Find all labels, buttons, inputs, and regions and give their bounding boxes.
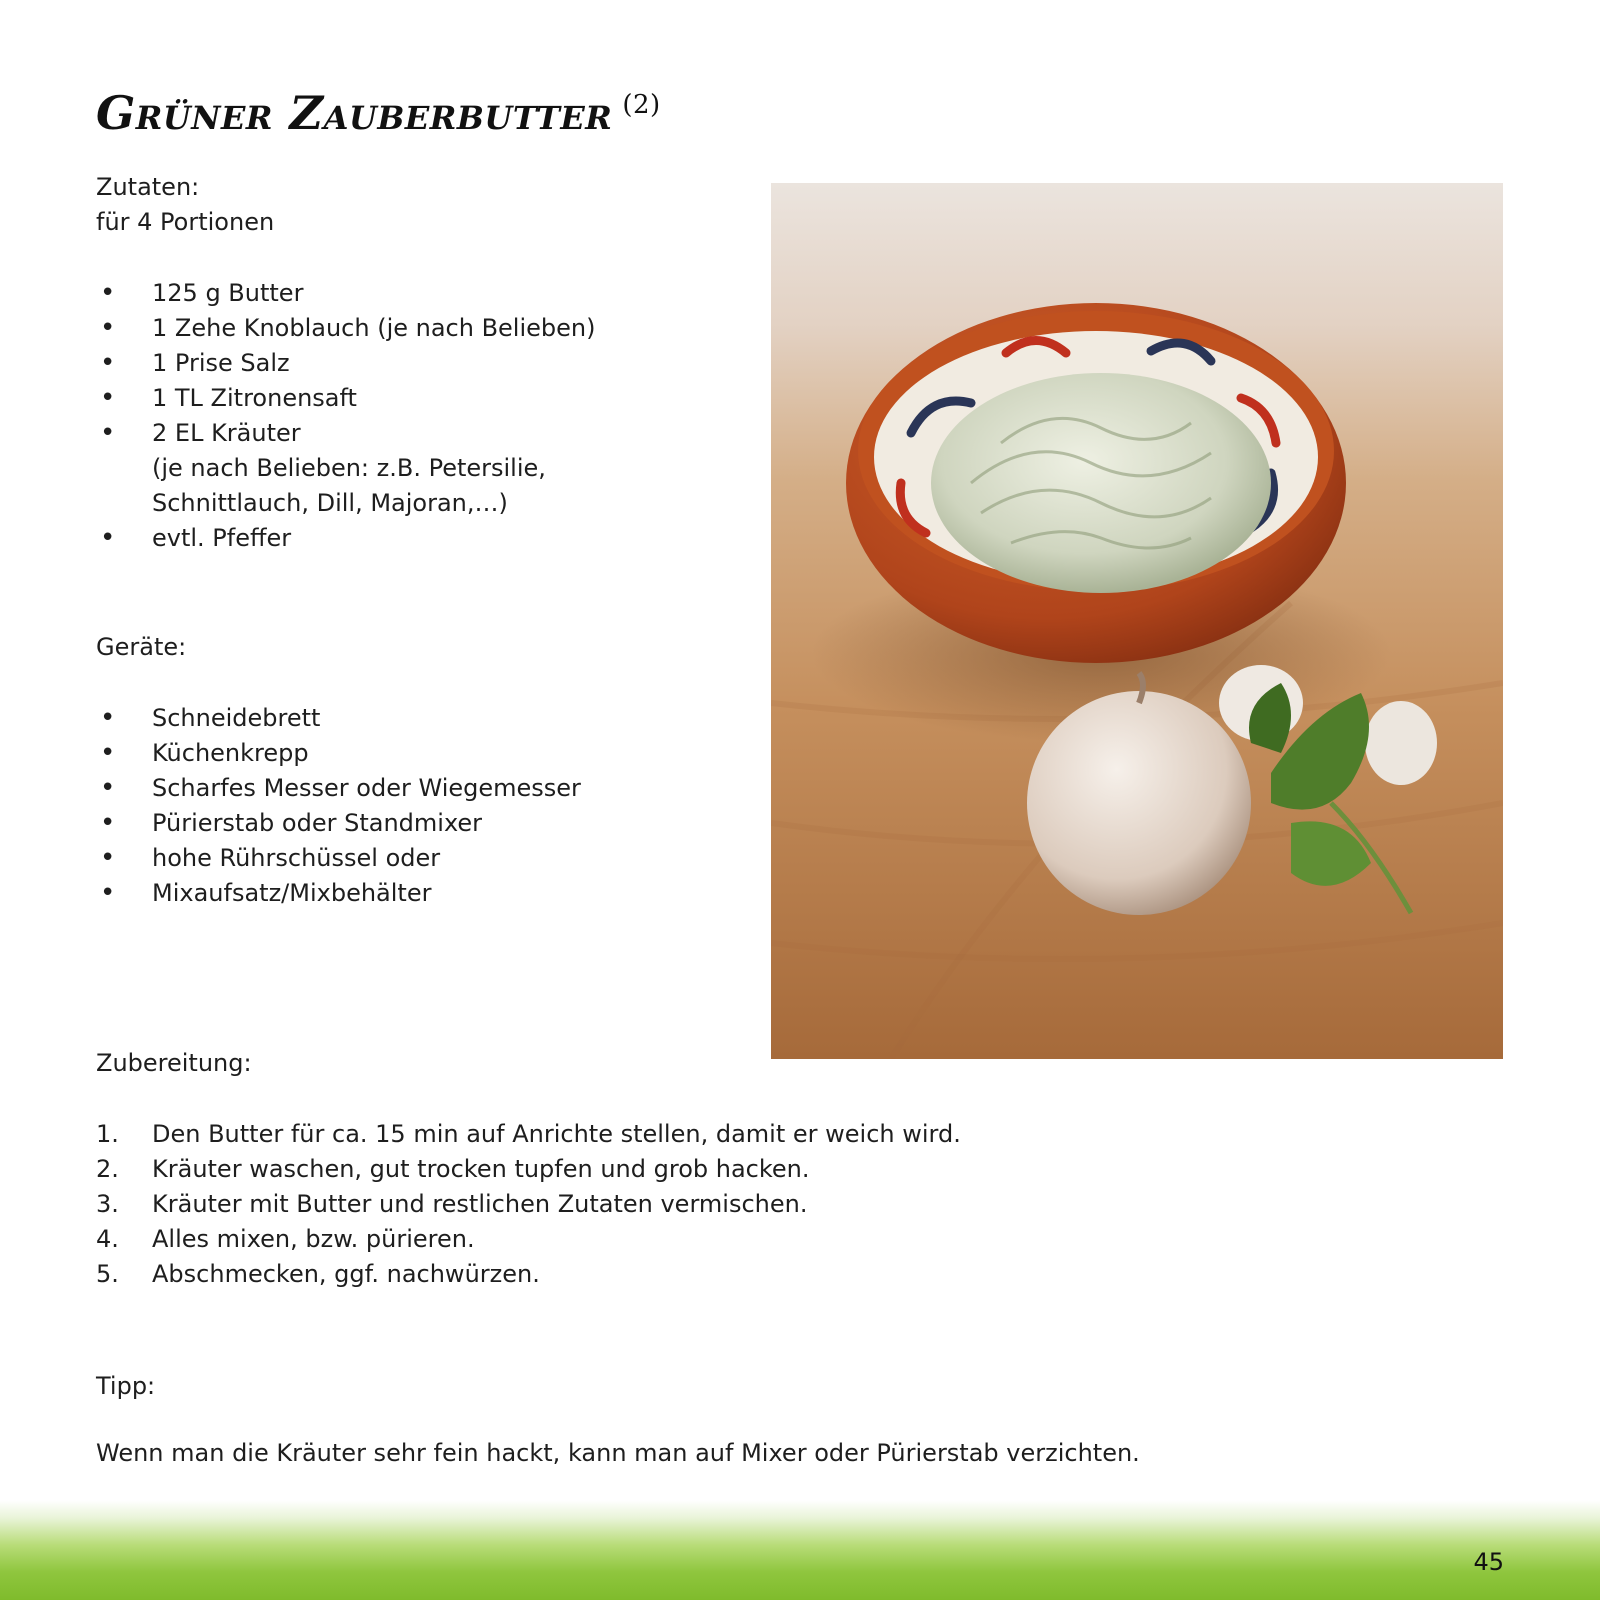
preparation-step <box>96 1187 961 1222</box>
page-number: 45 <box>1473 1548 1504 1576</box>
step-text: Den Butter für ca. 15 min auf Anrichte stellen, damit er weich wird. <box>152 1120 961 1148</box>
step-number: 1. <box>96 1120 119 1148</box>
step-number: 5. <box>96 1260 119 1288</box>
ingredient-item: • 1 Zehe Knoblauch (je nach Belieben) <box>96 311 595 346</box>
title-footnote-marker: (2) <box>622 89 661 120</box>
recipe-title-text: Grüner Zauberbutter <box>96 86 613 140</box>
ingredients-section <box>96 170 274 240</box>
equipment-item: • Pürierstab oder Standmixer <box>96 806 581 841</box>
preparation-step <box>96 1117 961 1152</box>
step-text: Abschmecken, ggf. nachwürzen. <box>152 1260 540 1288</box>
ingredient-item: • evtl. Pfeffer <box>96 521 595 556</box>
preparation-label: Zubereitung: <box>96 1049 252 1077</box>
step-text: Kräuter waschen, gut trocken tupfen und grob hacken. <box>152 1155 810 1183</box>
ingredient-item: • 1 TL Zitronensaft <box>96 381 595 416</box>
equipment-item: • hohe Rührschüssel oder <box>96 841 581 876</box>
equipment-item: • Mixaufsatz/Mixbehälter <box>96 876 581 911</box>
step-number: 4. <box>96 1225 119 1253</box>
ingredient-item: • 2 EL Kräuter (je nach Belieben: z.B. Petersilie, Schnittlauch, Dill, Majoran,…) <box>96 416 595 521</box>
preparation-step <box>96 1152 961 1187</box>
equipment-item: • Schneidebrett <box>96 701 581 736</box>
equipment-list <box>96 701 581 911</box>
preparation-step <box>96 1257 961 1292</box>
ingredients-label: Zutaten: <box>96 173 200 201</box>
equipment-item: • Scharfes Messer oder Wiegemesser <box>96 771 581 806</box>
step-text: Alles mixen, bzw. pürieren. <box>152 1225 475 1253</box>
preparation-steps <box>96 1117 961 1292</box>
ingredient-item: • 1 Prise Salz <box>96 346 595 381</box>
tip-text: Wenn man die Kräuter sehr fein hackt, kann man auf Mixer oder Pürierstab verzichten. <box>96 1439 1140 1467</box>
equipment-label: Geräte: <box>96 633 187 661</box>
step-number: 2. <box>96 1155 119 1183</box>
ingredient-item: • 125 g Butter <box>96 276 595 311</box>
herb-butter-photo <box>771 183 1503 1059</box>
ingredients-list <box>96 276 595 556</box>
footer-band <box>0 1500 1600 1600</box>
herb-butter-bowl-photo-icon <box>771 183 1503 1059</box>
preparation-step <box>96 1222 961 1257</box>
equipment-item: • Küchenkrepp <box>96 736 581 771</box>
step-number: 3. <box>96 1190 119 1218</box>
portions-text: für 4 Portionen <box>96 208 275 236</box>
recipe-title <box>96 86 661 140</box>
step-text: Kräuter mit Butter und restlichen Zutaten vermischen. <box>152 1190 808 1218</box>
tip-label: Tipp: <box>96 1372 156 1400</box>
